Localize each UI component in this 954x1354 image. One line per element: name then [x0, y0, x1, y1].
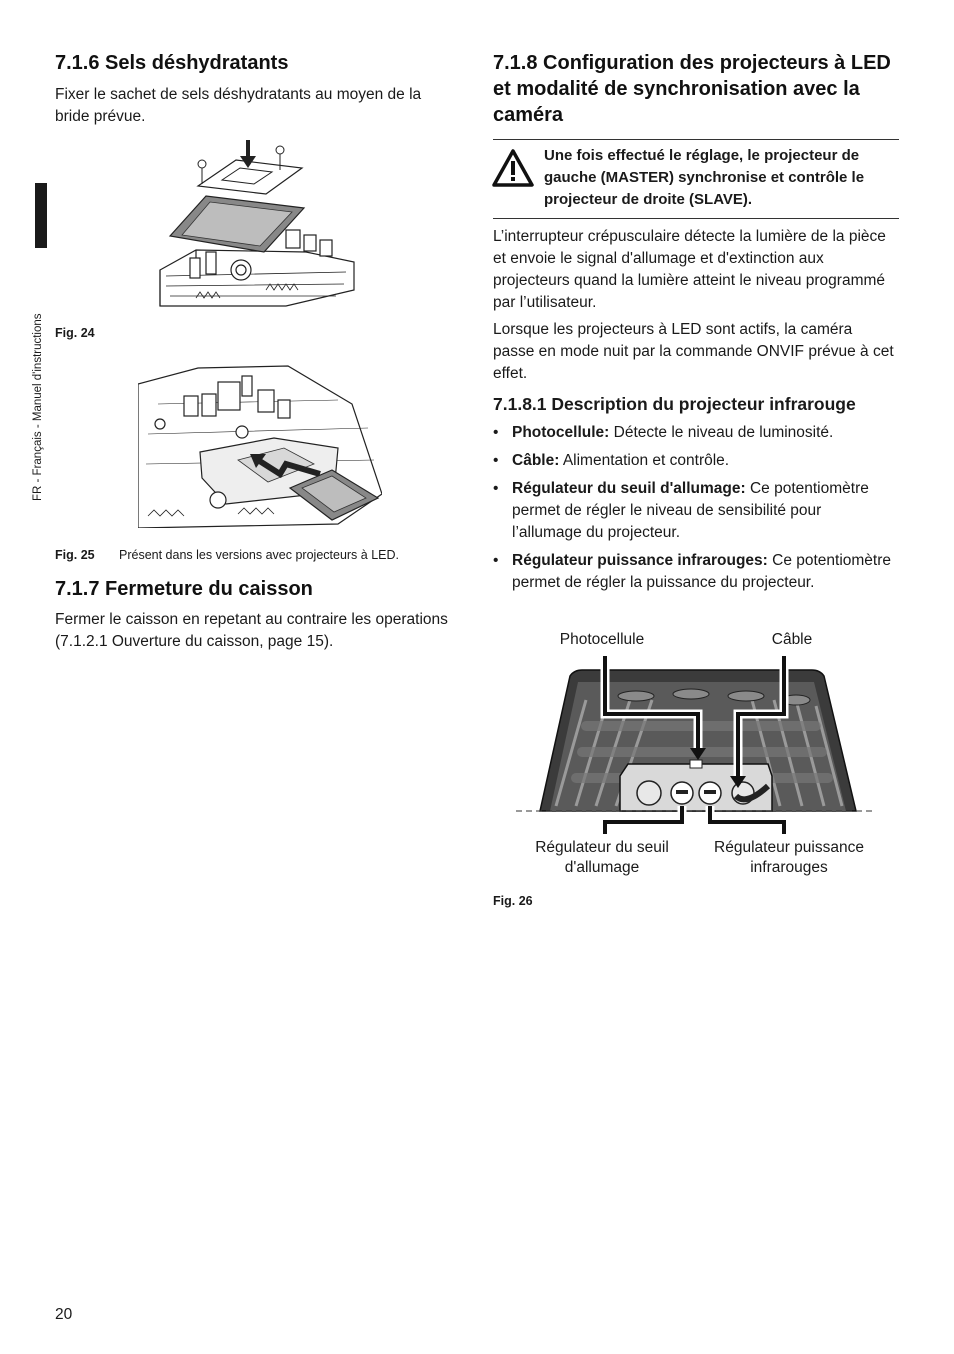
sidebar-marker-bar — [35, 183, 47, 248]
callout-cable: Câble — [771, 631, 813, 648]
section-body-7-1-7: Fermer le caisson en repetant au contraire les operations (7.1.2.1 Ouverture du caisson, page 15). — [55, 611, 448, 650]
list-item-term: Régulateur du seuil d'allumage: — [512, 480, 746, 497]
list-item-desc: Ce potentiomètre permet de régler le niveau de sensibilité pour l’allumage du projecteur. — [512, 480, 869, 541]
figure-25-caption: Présent dans les versions avec projecteurs à LED. — [119, 548, 399, 562]
component-list — [493, 422, 893, 600]
list-item — [493, 422, 893, 444]
section-title-7-1-8-1: 7.1.8.1 Description du projecteur infrarouge — [493, 394, 856, 414]
warning-top-rule — [493, 139, 899, 140]
figure-26-illustration — [516, 656, 876, 836]
list-item-desc: Détecte le niveau de luminosité. — [609, 424, 834, 441]
figure-26-label: Fig. 26 — [493, 894, 533, 908]
callout-power-regulator: Régulateur puissance infrarouges — [714, 839, 864, 876]
section-title-7-1-7: 7.1.7 Fermeture du caisson — [55, 578, 313, 600]
sidebar-language-label: FR - Français - Manuel d'instructions — [32, 313, 44, 501]
section-body-7-1-6: Fixer le sachet de sels déshydratants au moyen de la bride prévue. — [55, 86, 422, 125]
section-title-7-1-8: 7.1.8 Configuration des projecteurs à LED et modalité de synchronisation avec la caméra — [493, 52, 891, 126]
list-item-desc: Alimentation et contrôle. — [559, 452, 730, 469]
list-item-term: Photocellule: — [512, 424, 610, 441]
paragraph-night-mode: Lorsque les projecteurs à LED sont actifs, la caméra passe en mode nuit par la commande ONVIF prévue à cet effet. — [493, 321, 894, 382]
list-item-term: Câble: — [512, 452, 560, 469]
paragraph-twilight-switch: L’interrupteur crépusculaire détecte la lumière de la pièce et envoie le signal d'allumage et d'extinction aux projecteurs quand la lumière atteint le niveau programmé par l’utilisateur. — [493, 228, 886, 311]
warning-triangle-icon — [491, 148, 535, 188]
figure-24-illustration — [156, 140, 360, 310]
warning-text: Une fois effectué le réglage, le projecteur de gauche (MASTER) synchronise et contrôle le projecteur de droite (SLAVE). — [544, 147, 865, 208]
list-item — [493, 450, 893, 472]
figure-25-label: Fig. 25 — [55, 548, 95, 562]
list-item-desc: Ce potentiomètre permet de régler la puissance du projecteur. — [512, 552, 892, 591]
callout-threshold-regulator: Régulateur du seuil d'allumage — [535, 839, 669, 876]
callout-photocell: Photocellule — [559, 631, 645, 648]
page-number: 20 — [55, 1306, 73, 1323]
section-title-7-1-6: 7.1.6 Sels déshydratants — [55, 52, 289, 74]
list-item-term: Régulateur puissance infrarouges: — [512, 552, 768, 569]
figure-25-illustration — [138, 364, 382, 528]
list-item — [493, 478, 893, 544]
list-item — [493, 550, 893, 594]
figure-24-label: Fig. 24 — [55, 326, 95, 340]
warning-bottom-rule — [493, 218, 899, 219]
